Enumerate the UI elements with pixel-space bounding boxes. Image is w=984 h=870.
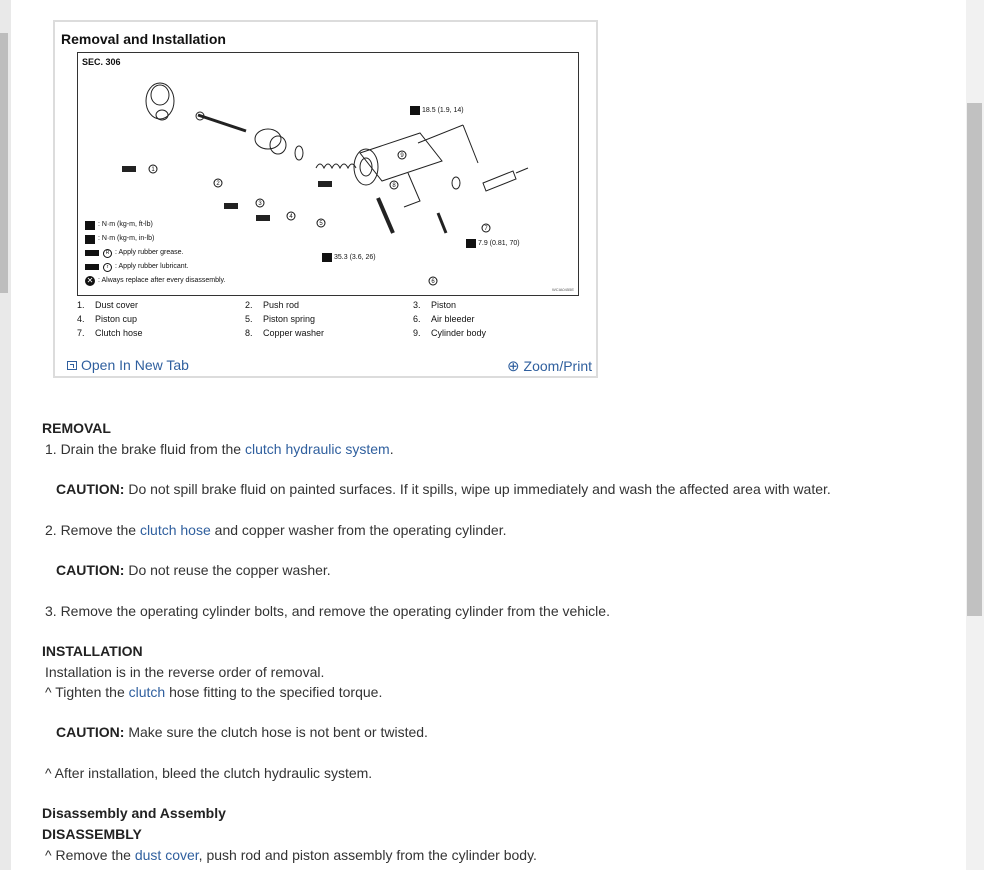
zoom-print-link[interactable]: ⊕ Zoom/Print <box>506 358 592 375</box>
torque-wrench-icon <box>322 253 332 262</box>
figure-card <box>53 20 598 378</box>
legend-row: ✕ : Always replace after every disassembly. <box>86 276 226 285</box>
clutch-hose-link[interactable]: clutch hose <box>139 522 211 538</box>
legend-row: r : Apply rubber lubricant. <box>85 260 225 274</box>
clutch-link[interactable]: clutch <box>128 684 166 700</box>
diagram-legend <box>85 218 225 288</box>
torque-wrench-icon <box>410 106 420 115</box>
legend-row: : N·m (kg-m, ft-lb) <box>85 218 225 232</box>
svg-text:2: 2 <box>216 181 220 187</box>
document-page <box>11 0 966 870</box>
svg-text:5: 5 <box>319 221 323 227</box>
legend-row: R : Apply rubber grease. <box>85 246 225 260</box>
clutch-hydraulic-system-link[interactable]: clutch hydraulic system <box>245 441 390 457</box>
svg-text:3: 3 <box>258 201 262 207</box>
caution-note: CAUTION: Do not reuse the copper washer. <box>56 562 331 578</box>
rubber-grease-icon: R <box>103 249 112 258</box>
figure-title: Removal and Installation <box>61 31 226 47</box>
removal-step-1: 1. Drain the brake fluid from the clutch hydraulic system. <box>45 441 394 457</box>
torque-ftlb-icon <box>85 221 95 230</box>
image-code: WCIA0455E <box>551 287 574 292</box>
disassembly-bullet: ^ Remove the dust cover, push rod and piston assembly from the cylinder body. <box>45 847 537 863</box>
disassembly-subheading: DISASSEMBLY <box>42 826 142 842</box>
svg-text:7: 7 <box>484 226 488 232</box>
caution-note: CAUTION: Do not spill brake fluid on painted surfaces. If it spills, wipe up immediately and wash the affected area with water. <box>56 481 831 497</box>
list-item: 3. Piston <box>413 300 457 310</box>
disassembly-heading: Disassembly and Assembly <box>42 805 226 821</box>
installation-heading: INSTALLATION <box>42 643 143 659</box>
exploded-diagram <box>77 52 579 296</box>
caution-note: CAUTION: Make sure the clutch hose is not bent or twisted. <box>56 724 428 740</box>
rubber-lubricant-icon: r <box>103 263 112 272</box>
installation-bullet-1: ^ Tighten the clutch hose fitting to the specified torque. <box>45 684 383 700</box>
removal-step-2: 2. Remove the clutch hose and copper washer from the operating cylinder. <box>45 522 507 538</box>
replace-x-icon: ✕ <box>86 276 94 285</box>
svg-text:4: 4 <box>289 214 293 220</box>
lubricant-tag-icon <box>85 264 99 270</box>
list-item: 9. Cylinder body <box>413 328 487 338</box>
list-item: 8. Copper washer <box>245 328 325 338</box>
list-item: 5. Piston spring <box>245 314 316 324</box>
installation-bullet-2: ^ After installation, bleed the clutch hydraulic system. <box>45 765 373 781</box>
list-item: 1. Dust cover <box>77 300 139 310</box>
svg-text:6: 6 <box>431 279 435 285</box>
list-item: 2. Push rod <box>245 300 300 310</box>
list-item: 6. Air bleeder <box>413 314 475 324</box>
removal-heading: REMOVAL <box>42 420 111 436</box>
left-panel-edge <box>0 33 8 293</box>
svg-text:1: 1 <box>151 167 155 173</box>
removal-step-3: 3. Remove the operating cylinder bolts, and remove the operating cylinder from the vehicle. <box>45 603 610 619</box>
section-label: SEC. 306 <box>82 57 121 67</box>
torque-spec-top: 18.5 (1.9, 14) <box>410 106 464 115</box>
list-item: 7. Clutch hose <box>77 328 143 338</box>
svg-text:9: 9 <box>400 153 404 159</box>
scrollbar-thumb[interactable] <box>967 103 982 616</box>
zoom-in-icon: ⊕ <box>506 358 520 375</box>
installation-line: Installation is in the reverse order of removal. <box>45 664 325 680</box>
legend-row: : N·m (kg-m, in-lb) <box>85 232 225 246</box>
grease-tag-icon <box>85 250 99 256</box>
open-in-new-tab-link[interactable]: Open In New Tab <box>67 357 189 373</box>
vertical-scrollbar[interactable] <box>966 0 984 870</box>
torque-wrench-icon <box>466 239 476 248</box>
list-item: 4. Piston cup <box>77 314 138 324</box>
torque-spec-right: 7.9 (0.81, 70) <box>466 239 520 248</box>
torque-inlb-icon <box>85 235 95 244</box>
torque-spec-mid: 35.3 (3.6, 26) <box>322 253 376 262</box>
dust-cover-link[interactable]: dust cover <box>134 847 199 863</box>
open-external-icon <box>67 361 77 370</box>
svg-text:8: 8 <box>392 183 396 189</box>
